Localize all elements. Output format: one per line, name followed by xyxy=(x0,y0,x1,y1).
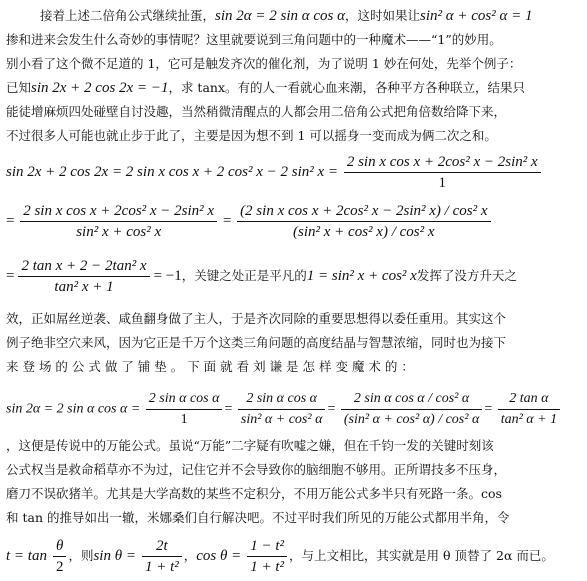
numerator: 2 sin α cos α xyxy=(238,389,326,410)
numerator: 2 sin x cos x + 2cos² x − 2sin² x xyxy=(20,201,217,222)
text-line: ，这便是传说中的万能公式。虽说“万能”二字疑有吹嘘之嫌，但在千钧一发的关键时刻该 xyxy=(6,438,494,453)
text-line: 来 登 场 的 公 式 做 了 铺 垫 。 下 面 就 看 刘 谦 是 怎 样 变 魔 术 的 ： xyxy=(6,359,414,374)
denominator: 1 xyxy=(180,412,188,427)
denominator: tan² x + 1 xyxy=(54,279,114,295)
denominator: (sin² α + cos² α) / cos² α xyxy=(343,412,480,427)
formula-cos: cos θ = xyxy=(196,548,242,564)
denominator: 1 + t² xyxy=(250,559,285,575)
text: 已知 xyxy=(6,80,32,95)
text: ，与上文相比，其实就是用 θ 顶替了 2α 而已。 xyxy=(289,548,554,563)
equation-lhs: sin 2α = 2 sin α cos α = xyxy=(6,401,141,417)
text: ，关键之处正是平凡的 xyxy=(181,268,307,283)
denominator: 1 + t² xyxy=(144,559,179,575)
text-line: 公式权当是救命稻草亦不为过，记住它并不会导致你的脑细胞不够用。正所谓技多不压身， xyxy=(6,462,507,477)
formula-t-def: t = tan xyxy=(6,548,47,564)
equation-5-line xyxy=(6,536,579,577)
numerator: 1 − t² xyxy=(247,536,287,557)
text: 发挥了没方升天之 xyxy=(416,268,517,283)
denominator: sin² α + cos² α xyxy=(240,412,323,427)
fraction xyxy=(18,256,149,297)
text: ，这时如果让 xyxy=(345,8,421,23)
fraction xyxy=(53,536,67,577)
text-line: 掺和进来会发生什么奇妙的事情呢？这里就要说到三角问题中的一种魔术——“1”的妙用。 xyxy=(6,32,502,47)
denominator: 1 xyxy=(438,175,446,191)
numerator: (2 sin x cos x + 2cos² x − 2sin² x) / cos² x xyxy=(237,201,490,222)
numerator: 2t xyxy=(142,536,182,557)
denominator: 2 xyxy=(55,559,64,575)
numerator: 2 sin α cos α / cos² α xyxy=(341,389,482,410)
fraction xyxy=(146,389,223,430)
text: ，则 xyxy=(68,548,94,563)
numerator: 2 tan α xyxy=(498,389,560,410)
equation-1 xyxy=(6,152,579,193)
numerator: θ xyxy=(53,536,67,557)
paragraph-transition xyxy=(6,307,579,379)
fraction xyxy=(344,152,541,193)
fraction xyxy=(142,536,182,577)
denominator: sin² x + cos² x xyxy=(76,224,162,240)
text-line: 别小看了这个微不足道的 1，它可是触发齐次的催化剂，为了说明 1 妙在何处，先举个例子： xyxy=(6,56,522,71)
equation-lhs: sin 2x + 2 cos 2x = 2 sin x cos x + 2 cos² x − 2 sin² x = xyxy=(6,163,339,180)
formula-sin: sin θ = xyxy=(93,548,136,564)
fraction xyxy=(20,201,217,242)
text-line: 磨刀不误砍猪羊。尤其是大学高数的某些不定积分，不用万能公式多半只有死路一条。cos xyxy=(6,486,502,501)
text: ， xyxy=(183,548,197,563)
fraction xyxy=(498,389,560,430)
formula-double-angle: sin 2α = 2 sin α cos α xyxy=(215,8,346,24)
paragraph-universal-formula xyxy=(6,434,579,530)
text-line: 和 tan 的推导如出一辙，米娜桑们自行解决吧。不过平时我们所见的万能公式都用半角，令 xyxy=(6,510,510,525)
equation-3-line: = $\frac{\text{2 tan x + 2 − 2tan² x}}{\text{tan² x + 1}}$ = −1，关键之处正是平凡的1 = sin² x + cos² x发挥了没方升天之 xyxy=(6,258,517,295)
formula-pythagorean: sin² α + cos² α = 1 xyxy=(420,8,533,24)
fraction xyxy=(247,536,287,577)
formula-example: sin 2x + 2 cos 2x = −1 xyxy=(31,80,169,96)
text-line: 例子绝非空穴来风，因为它正是千万个这类三角问题的高度结晶与智慧浓缩，同时也为接下 xyxy=(6,335,507,350)
numerator: 2 sin x cos x + 2cos² x − 2sin² x xyxy=(344,152,541,173)
equation-rhs: = −1 xyxy=(153,268,182,284)
fraction xyxy=(237,201,490,242)
numerator: 2 tan x + 2 − 2tan² x xyxy=(18,256,149,277)
denominator: tan² α + 1 xyxy=(500,412,558,427)
fraction xyxy=(341,389,482,430)
denominator: (sin² x + cos² x) / cos² x xyxy=(293,224,435,240)
text-line: 不过很多人可能也就止步于此了，主要是因为想不到 1 可以摇身一变而成为俩二次之和。 xyxy=(6,128,497,143)
paragraph-intro xyxy=(6,0,579,148)
formula-one: 1 = sin² x + cos² x xyxy=(306,268,417,284)
text-line: 能徒增麻烦四处碰壁自讨没趣，当然稍微清醒点的人都会用二倍角公式把角倍数给降下来， xyxy=(6,104,507,119)
text: ，求 tanx。有的人一看就心血来潮，各种平方各种联立，结果只 xyxy=(168,80,526,95)
fraction xyxy=(238,389,326,430)
equation-2: = $\frac{\text{2 sin x cos x + 2cos² x − 2sin² x}}{\text{sin² x + cos² x}}$ = $\frac{\text{(2 sin x cos x + 2cos² x − 2sin² x) / cos² x}}{\text{(sin² x + cos² x) / cos² x}}$ xyxy=(6,201,579,242)
text: 接着上述二倍角公式继续扯蛋， xyxy=(40,8,216,23)
equation-4: sin 2α = 2 sin α cos α = $\frac{\text{2 sin α cos α}}{1}$ = $\frac{\text{2 sin α cos α}}{\text{sin² α + cos² α}}$ = $\frac{\text{2 sin α cos α / cos² α}}{\text{(sin² α + cos² α) / cos² α}}$ = $\frac{\text{2 tan α}}{\text{tan² α + 1}}$ xyxy=(6,389,579,430)
numerator: 2 sin α cos α xyxy=(146,389,223,410)
text-line: 效，正如屌丝逆袭、咸鱼翻身做了主人，于是齐次同除的重要思想得以委任重用。其实这个 xyxy=(6,311,507,326)
